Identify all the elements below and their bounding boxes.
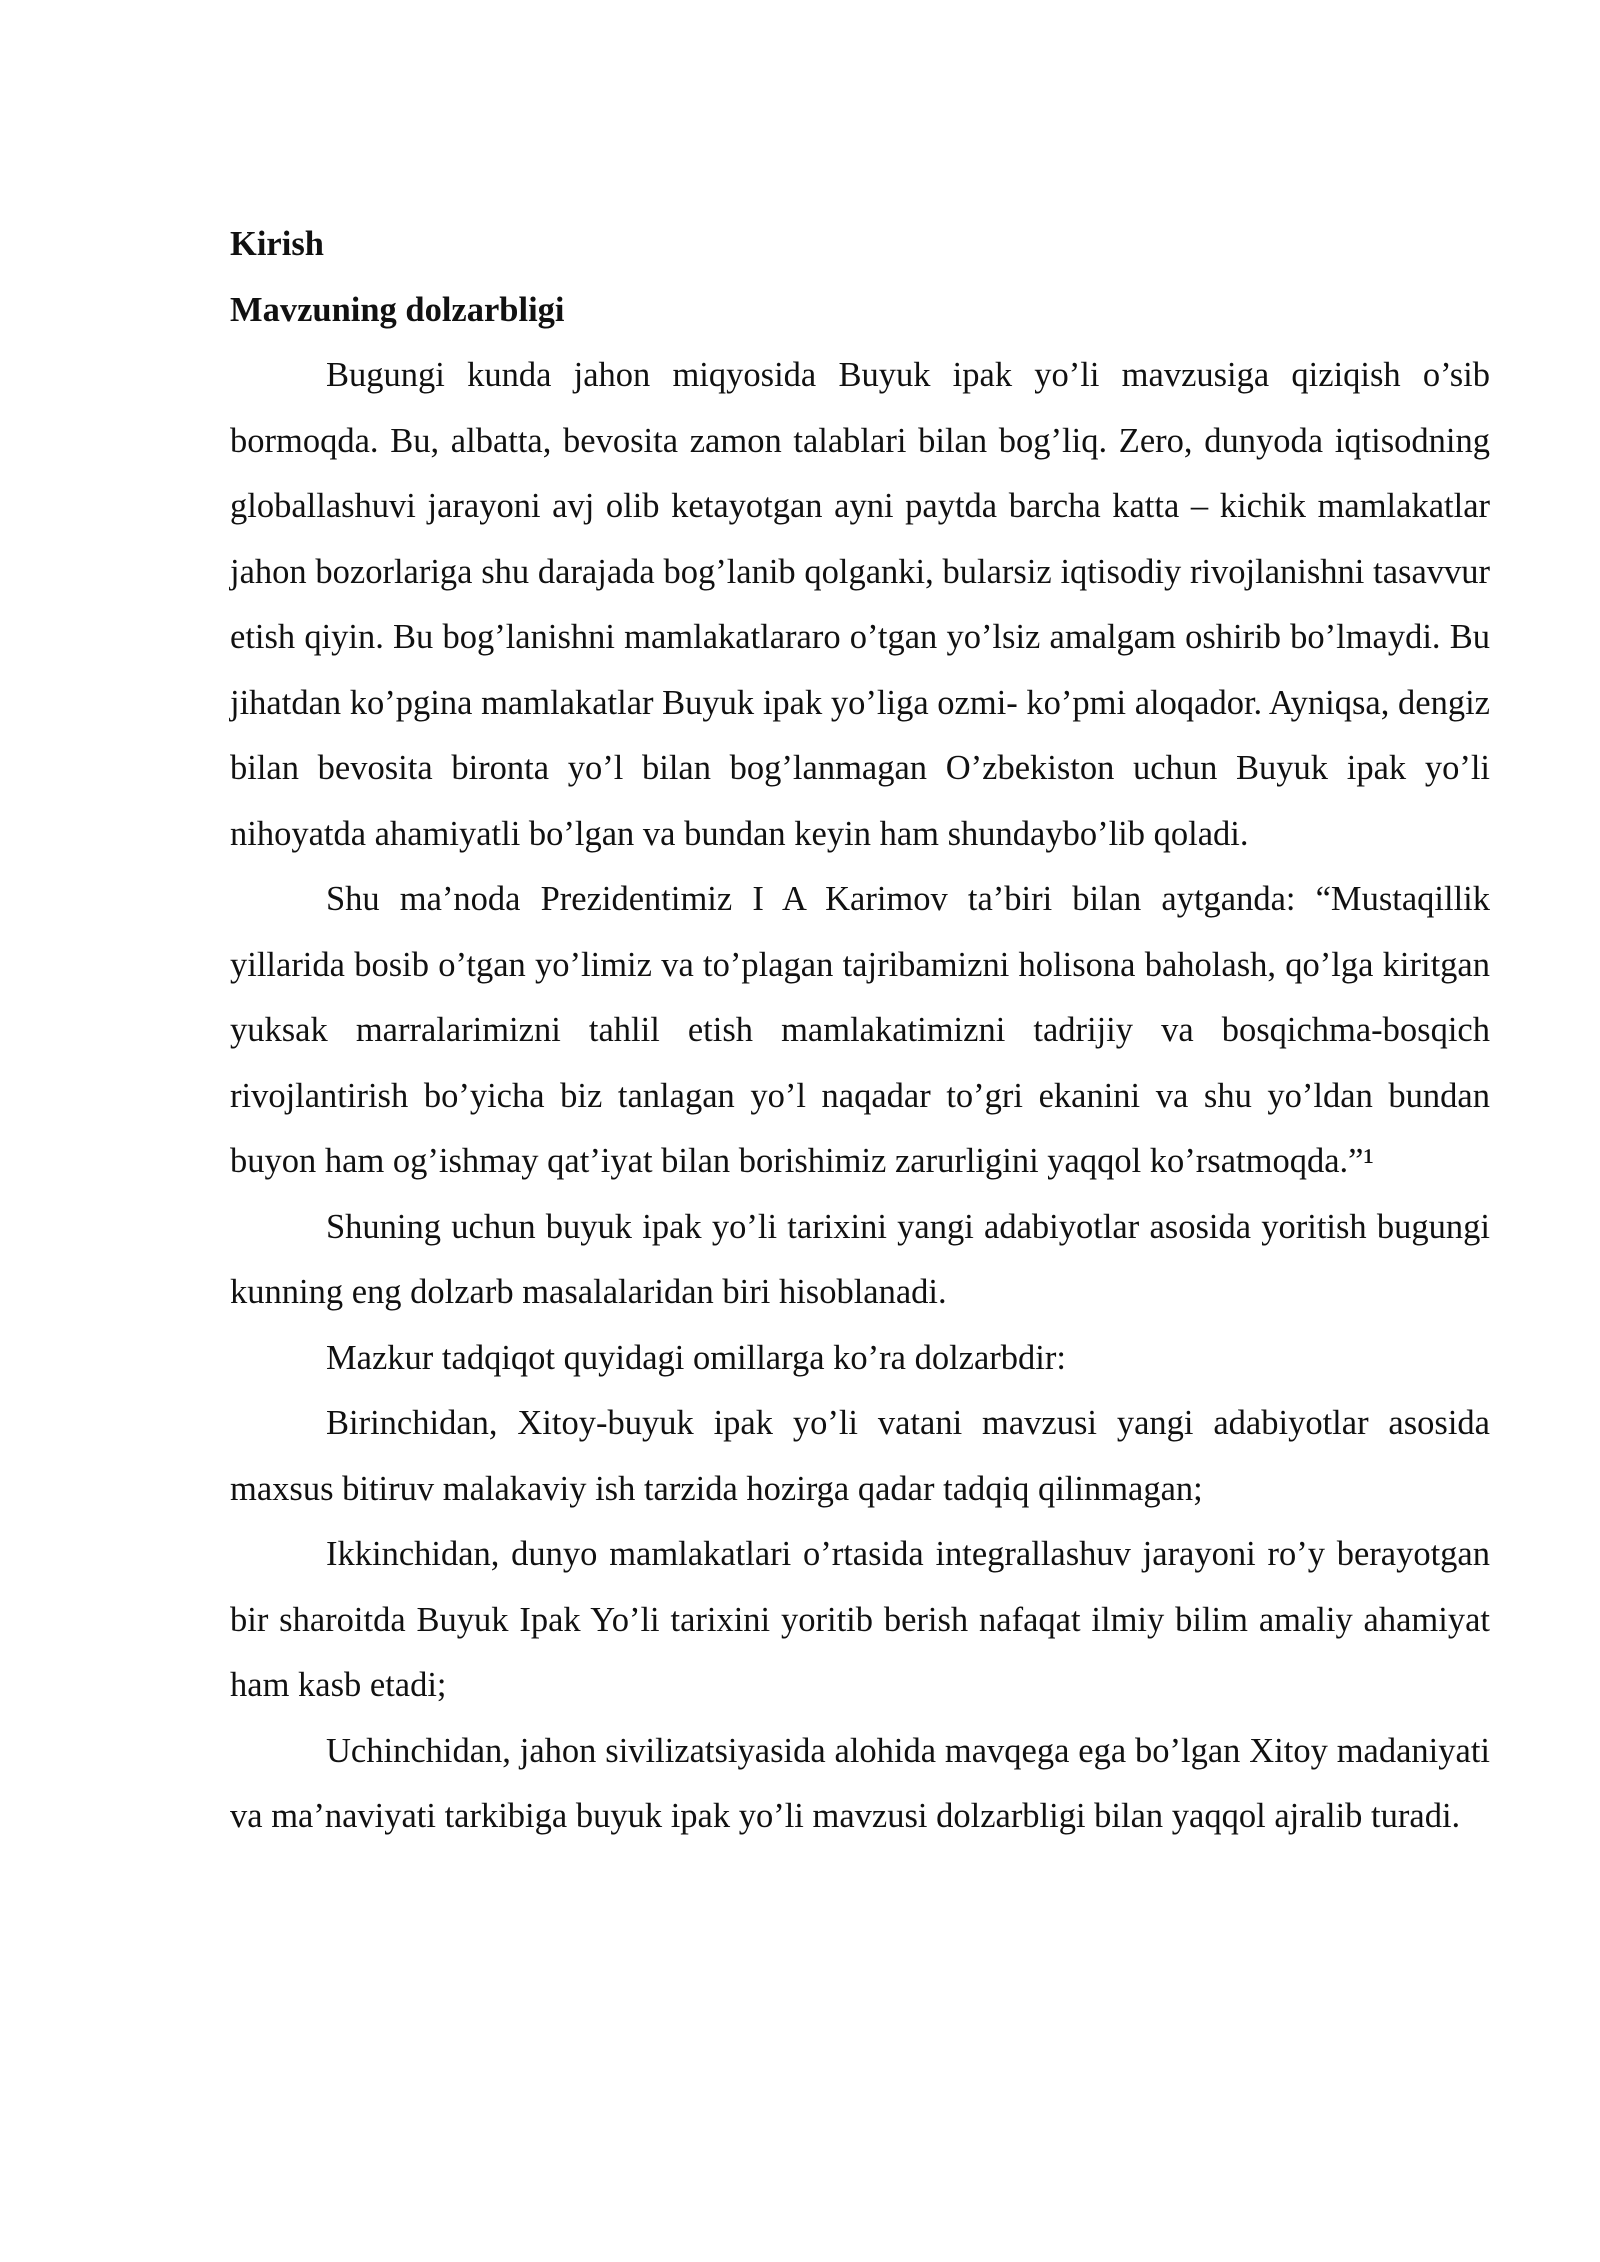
paragraph-2: Shu ma’noda Prezidentimiz I A Karimov ta’biri bilan aytganda: “Mustaqillik yillarida bosib o’tgan yo’limiz va to’plagan tajribamizni holisona baholash, qo’lga kiritgan yuksak marralarimizni tahlil etish mamlakatimizni tadrijiy va bosqichma-bosqich rivojlantirish bo’yicha biz tanlagan yo’l naqadar to’gri ekanini va shu yo’ldan bundan buyon ham og’ishmay qat’iyat bilan borishimiz zarurligini yaqqol ko’rsatmoqda.”¹ bbox=[230, 880, 1490, 1180]
section-heading: Mavzuning dolzarbligi bbox=[230, 290, 565, 329]
chapter-heading: Kirish bbox=[230, 225, 324, 263]
document-page bbox=[230, 212, 1490, 1850]
paragraph-4: Mazkur tadqiqot quyidagi omillarga ko’ra dolzarbdir: bbox=[326, 1338, 1066, 1377]
paragraph-1: Bugungi kunda jahon miqyosida Buyuk ipak yo’li mavzusiga qiziqish o’sib bormoqda. Bu, albatta, bevosita zamon talablari bilan bog’liq. Zero, dunyoda iqtisodning globallashuvi jarayoni avj olib ketayotgan ayni paytda barcha katta – kichik mamlakatlar jahon bozorlariga shu darajada bog’lanib qolganki, bularsiz iqtisodiy rivojlanishni tasavvur etish qiyin. Bu bog’lanishni mamlakatlararo o’tgan yo’lsiz amalgam oshirib bo’lmaydi. Bu jihatdan ko’pgina mamlakatlar Buyuk ipak yo’liga ozmi- ko’pmi aloqador. Ayniqsa, dengiz bilan bevosita bironta yo’l bilan bog’lanmagan O’zbekiston uchun Buyuk ipak yo’li nihoyatda ahamiyatli bo’lgan va bundan keyin ham shundaybo’lib qoladi. bbox=[230, 356, 1490, 853]
paragraph-3: Shuning uchun buyuk ipak yo’li tarixini yangi adabiyotlar asosida yoritish bugungi kunning eng dolzarb masalalaridan biri hisoblanadi. bbox=[230, 1207, 1490, 1311]
paragraph-7: Uchinchidan, jahon sivilizatsiyasida alohida mavqega ega bo’lgan Xitoy madaniyati va ma’naviyati tarkibiga buyuk ipak yo’li mavzusi dolzarbligi bilan yaqqol ajralib turadi. bbox=[230, 1731, 1490, 1835]
paragraph-6: Ikkinchidan, dunyo mamlakatlari o’rtasida integrallashuv jarayoni ro’y berayotgan bir sharoitda Buyuk Ipak Yo’li tarixini yoritib berish nafaqat ilmiy bilim amaliy ahamiyat ham kasb etadi; bbox=[230, 1535, 1490, 1704]
paragraph-5: Birinchidan, Xitoy-buyuk ipak yo’li vatani mavzusi yangi adabiyotlar asosida maxsus bitiruv malakaviy ish tarzida hozirga qadar tadqiq qilinmagan; bbox=[230, 1404, 1490, 1508]
